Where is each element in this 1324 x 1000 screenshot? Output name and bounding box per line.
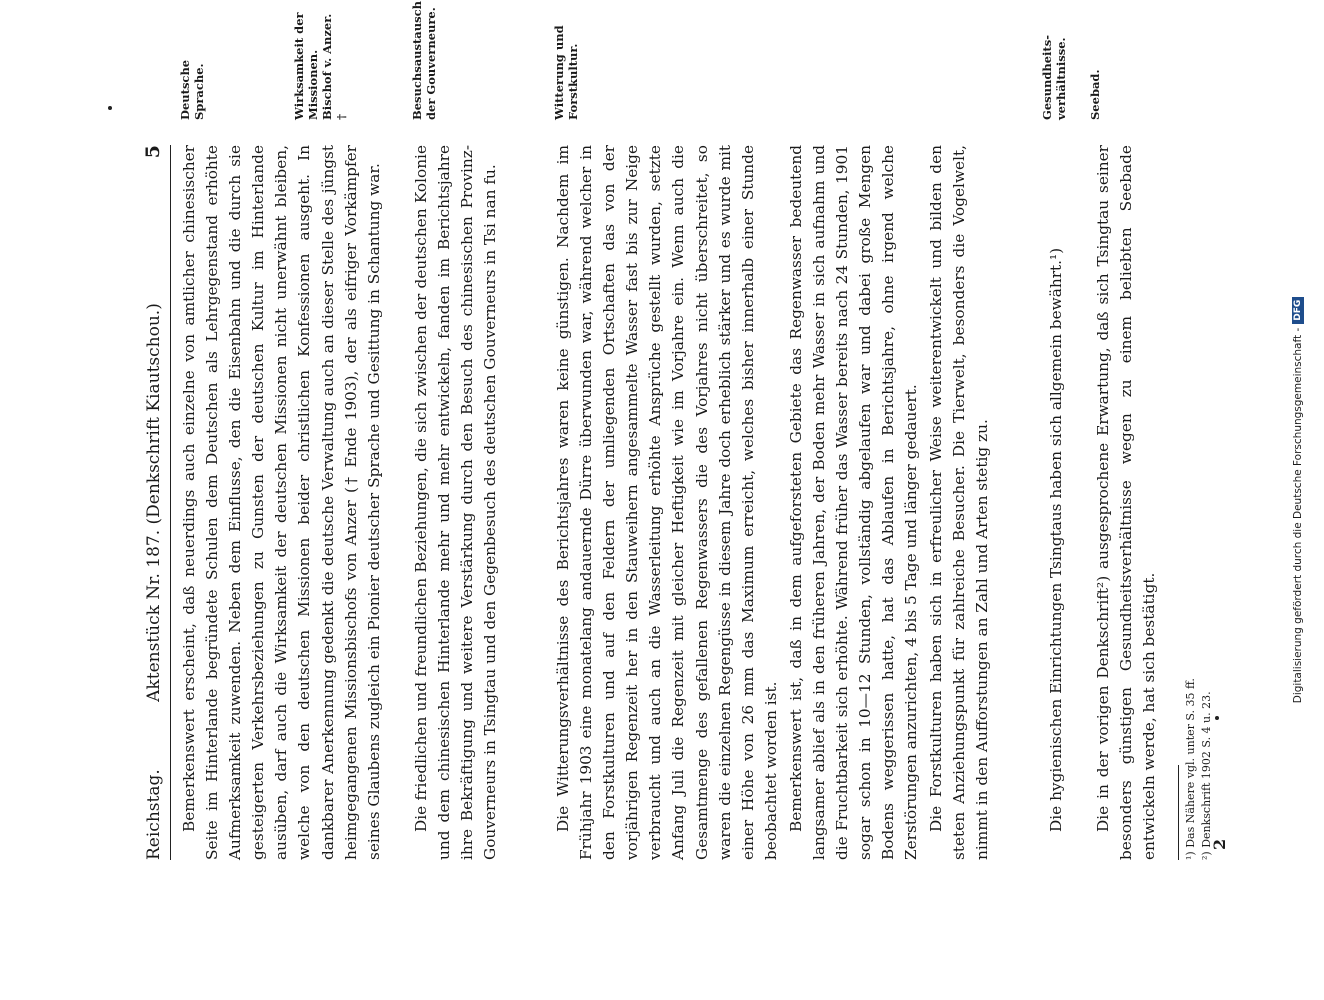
paragraph-witterung: Die Witterungsverhältnisse des Berichtsjahres waren keine günstigen. Nachdem im Frühjahr 1903 eine monatelang andauernde Dürre überwunden war, während welcher in den Forstkulturen und auf den Feldern der umliegenden Ortschaften das von der vorjährigen Regenzeit her in den Stauweihern angesammelte Wasser fast bis zur Neige verbraucht und auch an die Wasserleitung erhöhte Ansprüche gestellt wurden, setzte Anfang Juli die Regenzeit mit gleicher Heftigkeit wie im Vorjahre ein. Wenn auch die Gesamtmenge des gefallenen Regenwassers die des Vorjahres nicht überschreitet, so waren die einzelnen Regengüsse in diesem Jahre doch erheblich stärker und es wurde mit einer Höhe von 26 mm das Maximum erreicht, welches bisher innerhalb einer Stunde beobachtet worden ist. [554, 145, 780, 860]
paragraph-forstkulturen: Die Forstkulturen haben sich in erfreulicher Weise weiterentwickelt und bilden den steten Anziehungspunkt für zahlreiche Besucher. Die Tierwelt, besonders die Vogelwelt, nimmt in den Aufforstungen an Zahl und Arten stetig zu. [927, 145, 992, 860]
margin-note-gesundheit: Gesundheits-verhältnisse. [1040, 35, 1068, 120]
margin-note-witterung: Witterung und Forstkultur. [552, 25, 580, 120]
dfg-logo: DFG [1292, 297, 1304, 324]
watermark-text: Digitalisierung gefördert durch die Deutsche Forschungsgemeinschaft - [1292, 327, 1304, 704]
footnote-1: ¹) Das Nähere vgl. unter S. 35 ff. [1184, 678, 1197, 860]
ink-dot [1215, 716, 1219, 720]
paragraph-regenwasser: Bemerkenswert ist, daß in dem aufgeforsteten Gebiete das Regenwasser bedeutend langsamer ablief als in den früheren Jahren, der Boden mehr Wasser in sich aufnahm und die Fruchtbarkeit sich erhöhte. Während früher das Wasser bereits nach 24 Stunden, 1901 sogar schon in 10—12 Stunden, vollständig abgelaufen war und dabei große Mengen Bodens weggerissen hatte, hat das Ablaufen in Berichtsjahre, ohne irgend welche Zerstörungen anzurichten, 4 bis 5 Tage und länger gedauert. [787, 145, 921, 860]
sheet-number: 2 [1210, 838, 1229, 850]
margin-note-sprache: Deutsche Sprache. [178, 59, 206, 120]
margin-note-missionen: Wirksamkeit der Missionen. Bischof v. Anzer. † [292, 12, 348, 120]
paragraph-hygiene: Die hygienischen Einrichtungen Tsingtaus haben sich allgemein bewährt.¹) [1047, 247, 1065, 832]
paragraph-beziehungen: Die friedlichen und freundlichen Beziehungen, die sich zwischen der deutschen Kolonie und dem chinesischen Hinterlande mehr und mehr entwickeln, fanden im Berichtsjahre ihre Bekräftigung und weitere Verstärkung durch den Besuch des chinesischen Provinz-Gouverneurs in Tsingtau und den Gegenbesuch des deutschen Gouverneurs in Tsi nan fu. [412, 145, 500, 860]
page-number: 5 [142, 145, 164, 159]
page-header [140, 145, 171, 860]
margin-note-besuch: Besuchsaustausch der Gouverneure. [410, 1, 438, 120]
paragraph-seebad: Die in der vorigen Denkschrift²) ausgesprochene Erwartung, daß sich Tsingtau seiner besonders günstigen Gesundheitsverhältnisse wegen zu einem beliebten Seebade entwickeln werde, hat sich bestätigt. [1094, 145, 1159, 860]
paragraph-sprache: Bemerkenswert erscheint, daß neuerdings auch einzelne von amtlicher chinesischer Seite im Hinterlande begründete Schulen dem Deutschen als Lehrgegenstand erhöhte Aufmerksamkeit zuwenden. Neben dem Einflusse, den die Eisenbahn und die durch sie gesteigerten Verkehrsbeziehungen zu Gunsten der deutschen Kultur im Hinterlande ausüben, darf auch die Wirksamkeit der deutschen Missionen nicht unerwähnt bleiben, welche von den deutschen Missionen beider christlichen Konfessionen ausgeht. In dankbarer Anerkennung gedenkt die deutsche Verwaltung auch an dieser Stelle des jüngst heimgegangenen Missionsbischofs von Anzer († Ende 1903), der als eifriger Vorkämpfer seines Glaubens zugleich ein Pionier deutscher Sprache und Gesittung in Schantung war. [180, 145, 383, 860]
footnote-2: ²) Denkschrift 1902 S. 4 u. 23. [1200, 691, 1213, 860]
digitization-watermark [1292, 0, 1312, 1000]
margin-note-seebad: Seebad. [1088, 69, 1102, 120]
footnote-rule [1178, 765, 1179, 860]
header-title: Aktenstück Nr. 187. (Denkschrift Kiautschou.) [144, 303, 164, 702]
ink-dot [108, 106, 112, 110]
header-left: Reichstag. [144, 769, 164, 860]
